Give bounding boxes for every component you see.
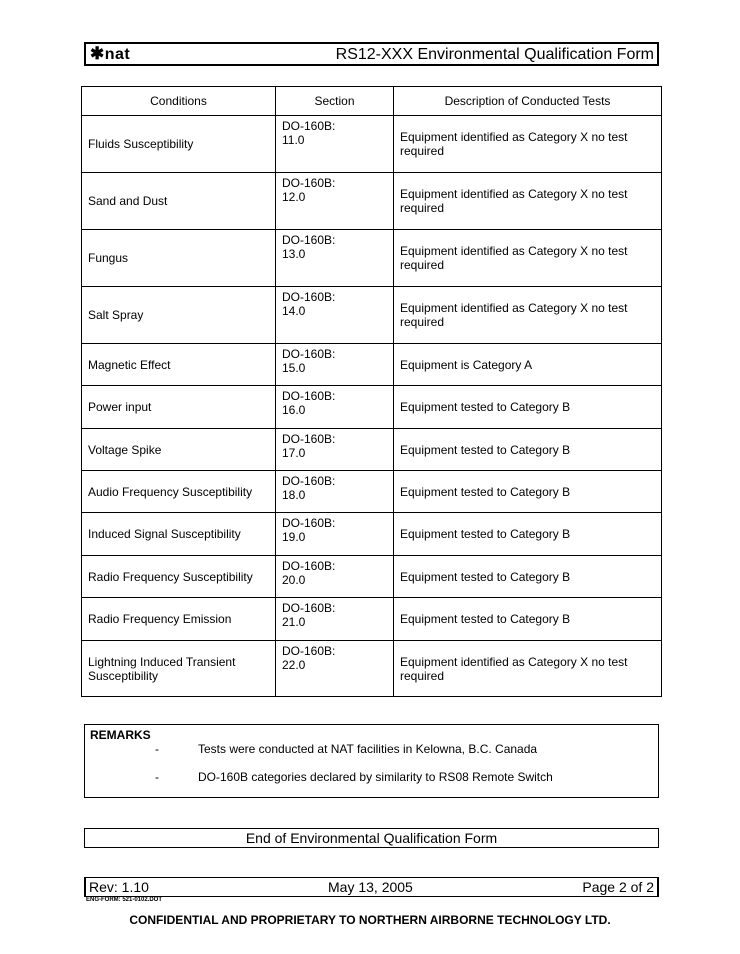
table-row — [82, 116, 662, 173]
section-number: 22.0 — [282, 658, 306, 672]
section-cell — [276, 230, 394, 287]
logo-text: nat — [104, 46, 131, 63]
section-number: 18.0 — [282, 488, 306, 502]
section-number: 13.0 — [282, 247, 306, 261]
description-cell: Equipment identified as Category X no test required — [394, 641, 662, 697]
column-header-section: Section — [276, 87, 394, 116]
remark-item: Tests were conducted at NAT facilities in Kelowna, B.C. Canada — [198, 742, 538, 756]
remark-bullet: - — [155, 742, 159, 756]
section-standard: DO-160B: — [282, 119, 336, 133]
section-number: 14.0 — [282, 304, 306, 318]
description-cell: Equipment tested to Category B — [394, 513, 662, 556]
table-row — [82, 556, 662, 598]
section-standard: DO-160B: — [282, 432, 336, 446]
section-standard: DO-160B: — [282, 644, 336, 658]
section-number: 20.0 — [282, 573, 306, 587]
description-cell: Equipment tested to Category B — [394, 556, 662, 598]
table-row — [82, 429, 662, 471]
column-header-description: Description of Conducted Tests — [394, 87, 662, 116]
description-cell: Equipment tested to Category B — [394, 429, 662, 471]
condition-cell: Fluids Susceptibility — [82, 116, 276, 173]
table-header-row — [82, 87, 662, 116]
table-row — [82, 471, 662, 513]
table-row — [82, 386, 662, 429]
remark-bullet: - — [155, 770, 159, 784]
section-standard: DO-160B: — [282, 290, 336, 304]
section-number: 17.0 — [282, 446, 306, 460]
page-number: Page 2 of 2 — [582, 879, 654, 895]
description-cell: Equipment identified as Category X no test required — [394, 230, 662, 287]
condition-cell: Induced Signal Susceptibility — [82, 513, 276, 556]
description-cell: Equipment is Category A — [394, 344, 662, 386]
condition-cell: Power input — [82, 386, 276, 429]
description-cell: Equipment identified as Category X no test required — [394, 287, 662, 344]
conditions-table — [81, 86, 662, 697]
section-standard: DO-160B: — [282, 559, 336, 573]
section-cell — [276, 344, 394, 386]
section-cell — [276, 598, 394, 641]
footer-bar — [84, 877, 659, 897]
revision-label: Rev: 1.10 — [89, 879, 149, 895]
section-cell — [276, 471, 394, 513]
section-number: 21.0 — [282, 615, 306, 629]
section-number: 19.0 — [282, 530, 306, 544]
header-box — [84, 42, 659, 66]
company-logo — [90, 44, 130, 64]
description-cell: Equipment tested to Category B — [394, 386, 662, 429]
condition-cell: Voltage Spike — [82, 429, 276, 471]
section-number: 11.0 — [282, 133, 305, 147]
section-cell — [276, 116, 394, 173]
description-cell: Equipment tested to Category B — [394, 598, 662, 641]
condition-cell: Audio Frequency Susceptibility — [82, 471, 276, 513]
end-of-form-banner: End of Environmental Qualification Form — [84, 828, 659, 848]
section-number: 12.0 — [282, 190, 306, 204]
section-cell — [276, 641, 394, 697]
description-cell: Equipment identified as Category X no test required — [394, 173, 662, 230]
column-header-conditions: Conditions — [82, 87, 276, 116]
date-label: May 13, 2005 — [328, 879, 413, 895]
section-standard: DO-160B: — [282, 389, 336, 403]
condition-cell: Sand and Dust — [82, 173, 276, 230]
condition-cell: Magnetic Effect — [82, 344, 276, 386]
table-row — [82, 513, 662, 556]
condition-cell: Fungus — [82, 230, 276, 287]
condition-cell: Lightning Induced Transient Susceptibility — [82, 641, 276, 697]
section-cell — [276, 513, 394, 556]
section-cell — [276, 287, 394, 344]
remarks-title: REMARKS — [90, 728, 151, 742]
section-standard: DO-160B: — [282, 601, 336, 615]
section-cell — [276, 386, 394, 429]
section-standard: DO-160B: — [282, 474, 336, 488]
section-number: 16.0 — [282, 403, 306, 417]
section-cell — [276, 173, 394, 230]
remarks-box — [84, 724, 659, 798]
form-code: ENG-FORM: 521-0102.DOT — [86, 897, 163, 903]
description-cell: Equipment tested to Category B — [394, 471, 662, 513]
condition-cell: Salt Spray — [82, 287, 276, 344]
confidential-notice: CONFIDENTIAL AND PROPRIETARY TO NORTHERN AIRBORNE TECHNOLOGY LTD. — [129, 913, 611, 927]
section-cell — [276, 429, 394, 471]
remark-item: DO-160B categories declared by similarity to RS08 Remote Switch — [198, 770, 553, 784]
table-row — [82, 287, 662, 344]
description-cell: Equipment identified as Category X no test required — [394, 116, 662, 173]
table-row — [82, 344, 662, 386]
table-row — [82, 641, 662, 697]
condition-cell: Radio Frequency Emission — [82, 598, 276, 641]
table-row — [82, 173, 662, 230]
section-standard: DO-160B: — [282, 516, 336, 530]
table-row — [82, 230, 662, 287]
asterisk-icon: ✱ — [90, 44, 105, 63]
section-standard: DO-160B: — [282, 176, 336, 190]
condition-cell: Radio Frequency Susceptibility — [82, 556, 276, 598]
section-standard: DO-160B: — [282, 233, 336, 247]
section-cell — [276, 556, 394, 598]
form-title: RS12-XXX Environmental Qualification Form — [335, 46, 654, 63]
section-number: 15.0 — [282, 361, 306, 375]
table-row — [82, 598, 662, 641]
section-standard: DO-160B: — [282, 347, 336, 361]
